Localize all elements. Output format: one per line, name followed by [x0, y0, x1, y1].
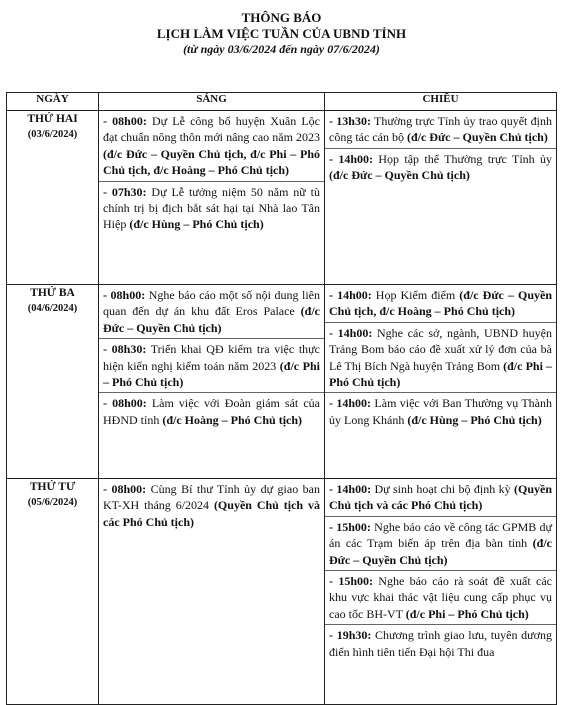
- notice-title: THÔNG BÁO: [241, 10, 322, 25]
- afternoon-cell: [325, 479, 557, 705]
- event-item: [325, 517, 556, 571]
- event-attendees: (đ/c Đức – Quyền Chủ tịch): [329, 168, 470, 183]
- event-dash: -: [329, 288, 338, 302]
- event-text: Dự sinh hoạt chi bộ định kỳ: [371, 482, 514, 496]
- event-item: [325, 285, 556, 323]
- event-attendees: (Quyền Chủ tịch và các Phó Chủ tịch): [103, 498, 320, 529]
- event-time: 08h30:: [111, 342, 147, 357]
- event-item: [99, 182, 324, 235]
- morning-cell: [99, 111, 325, 285]
- event-item: [99, 479, 324, 532]
- day-cell: [7, 285, 99, 479]
- table-row: [7, 479, 557, 705]
- event-dash: -: [329, 574, 339, 589]
- col-header-morning: SÁNG: [99, 93, 325, 111]
- event-dash: -: [103, 342, 112, 357]
- morning-cell: [99, 479, 325, 705]
- event-dash: -: [329, 114, 337, 128]
- event-text: Nghe các sở, ngành, UBND huyện Trảng Bom báo cáo đề xuất xử lý đơn của bà Lê Thị Bích Ngà huyện Trảng Bom: [329, 325, 553, 373]
- event-dash: -: [103, 288, 111, 302]
- event-attendees: (đ/c Hoàng – Phó Chủ tịch): [162, 412, 303, 427]
- event-text: Nghe báo cáo một số nội dung liên quan đến dự án khu đất Eros Palace: [103, 288, 321, 319]
- event-text: Dự Lễ tưởng niệm 50 năm nữ tù chính trị bị địch bắt sát hại tại Nhà lao Tân Hiệp: [103, 184, 320, 232]
- day-cell: [7, 479, 99, 705]
- event-attendees: (Quyền Chủ tịch và các Phó Chủ tịch): [329, 482, 553, 513]
- day-name: THỨ HAI: [27, 113, 78, 125]
- event-time: 08h00:: [111, 482, 147, 496]
- event-dash: -: [103, 482, 112, 496]
- event-item: [325, 393, 556, 430]
- day-date: (03/6/2024): [27, 129, 78, 140]
- day-cell: [7, 111, 99, 285]
- col-header-afternoon: CHIỀU: [325, 93, 557, 111]
- table-row: [7, 111, 557, 285]
- event-time: 13h30:: [336, 114, 371, 128]
- day-name: THỨ TƯ: [29, 481, 76, 493]
- event-attendees: (đ/c Đức – Quyền Chủ tịch, đ/c Hoàng – Phó Chủ tịch): [329, 288, 553, 319]
- event-text: Làm việc với Đoàn giám sát của HĐND tỉnh: [103, 396, 321, 427]
- event-attendees: (đ/c Phi – Phó Chủ tịch): [103, 358, 321, 390]
- event-item: [325, 149, 556, 186]
- event-item: [325, 323, 556, 394]
- event-dash: -: [329, 482, 337, 496]
- event-attendees: (đ/c Phi – Phó Chủ tịch): [329, 358, 553, 390]
- event-time: 08h00:: [110, 288, 146, 302]
- table-header-row: [7, 93, 557, 111]
- event-text: Nghe báo cáo về công tác GPMB dự án các Trạm biến áp trên địa bàn tỉnh: [329, 519, 552, 551]
- event-item: [99, 285, 324, 339]
- event-attendees: (đ/c Phi – Phó Chủ tịch): [405, 606, 529, 621]
- event-time: 15h00:: [338, 574, 373, 589]
- event-item: [99, 393, 324, 430]
- event-time: 14h00:: [336, 482, 372, 496]
- event-time: 08h00:: [112, 396, 147, 411]
- event-item: [325, 111, 556, 149]
- morning-cell: [99, 285, 325, 479]
- event-dash: -: [103, 396, 113, 411]
- event-attendees: (đ/c Đức – Quyền Chủ tịch): [329, 536, 552, 567]
- event-item: [99, 111, 324, 182]
- col-header-day: NGÀY: [7, 93, 99, 111]
- event-text: Thường trực Tỉnh ủy trao quyết định công tác cán bộ: [329, 114, 552, 145]
- event-text: Họp Kiểm điểm: [371, 288, 460, 302]
- event-text: Họp tập thể Thường trực Tỉnh ủy: [373, 151, 552, 166]
- event-text: Làm việc với Ban Thường vụ Thành ủy Long Khánh: [329, 396, 553, 427]
- day-name: THỨ BA: [30, 287, 75, 299]
- event-item: [325, 479, 556, 517]
- event-text: Cùng Bí thư Tỉnh ủy dự giao ban KT-XH tháng 6/2024: [103, 482, 320, 513]
- table-row: [7, 285, 557, 479]
- event-time: 19h30:: [336, 628, 372, 643]
- date-range: (từ ngày 03/6/2024 đến ngày 07/6/2024): [183, 42, 380, 56]
- event-text: Chương trình giao lưu, tuyên dương điển hình tiên tiến Đại hội Thi đua: [329, 628, 552, 659]
- event-dash: -: [329, 325, 338, 340]
- event-attendees: (đ/c Đức – Quyền Chủ tịch): [406, 130, 548, 145]
- event-time: 14h00:: [338, 151, 374, 166]
- afternoon-cell: [325, 285, 557, 479]
- event-time: 07h30:: [111, 184, 147, 199]
- afternoon-cell: [325, 111, 557, 285]
- event-dash: -: [103, 184, 112, 199]
- event-dash: -: [329, 396, 337, 411]
- event-text: Triển khai QĐ kiểm tra việc thực hiện kiến nghị kiểm toán năm 2023: [103, 342, 321, 373]
- event-item: [325, 571, 556, 625]
- day-date: (04/6/2024): [27, 303, 78, 314]
- event-time: 14h00:: [337, 288, 372, 302]
- schedule-table: [6, 92, 557, 705]
- event-time: 08h00:: [112, 114, 147, 128]
- event-dash: -: [329, 519, 337, 534]
- event-time: 14h00:: [336, 396, 372, 411]
- event-item: [325, 625, 556, 662]
- schedule-title: LỊCH LÀM VIỆC TUẦN CỦA UBND TỈNH: [156, 26, 407, 41]
- event-item: [99, 339, 324, 393]
- event-time: 15h00:: [336, 519, 371, 534]
- event-attendees: (đ/c Đức – Quyền Chủ tịch): [103, 304, 320, 335]
- event-attendees: (đ/c Đức – Quyền Chủ tịch, đ/c Phi – Phó Chủ tịch, đ/c Hoàng – Phó Chủ tịch): [103, 146, 320, 178]
- event-attendees: (đ/c Hùng – Phó Chủ tịch): [129, 217, 264, 232]
- event-text: Nghe báo cáo rà soát đề xuất các khu vực khai thác vật liệu cung cấp phục vụ cao tốc BH-VT: [329, 574, 553, 621]
- day-date: (05/6/2024): [27, 497, 78, 508]
- event-dash: -: [329, 628, 337, 643]
- event-time: 14h00:: [337, 325, 373, 340]
- event-text: Dự Lễ công bố huyện Xuân Lộc đạt chuẩn nông thôn mới nâng cao năm 2023: [103, 114, 320, 145]
- event-dash: -: [329, 151, 339, 166]
- event-dash: -: [103, 114, 113, 128]
- event-attendees: (đ/c Hùng – Phó Chủ tịch): [407, 412, 542, 427]
